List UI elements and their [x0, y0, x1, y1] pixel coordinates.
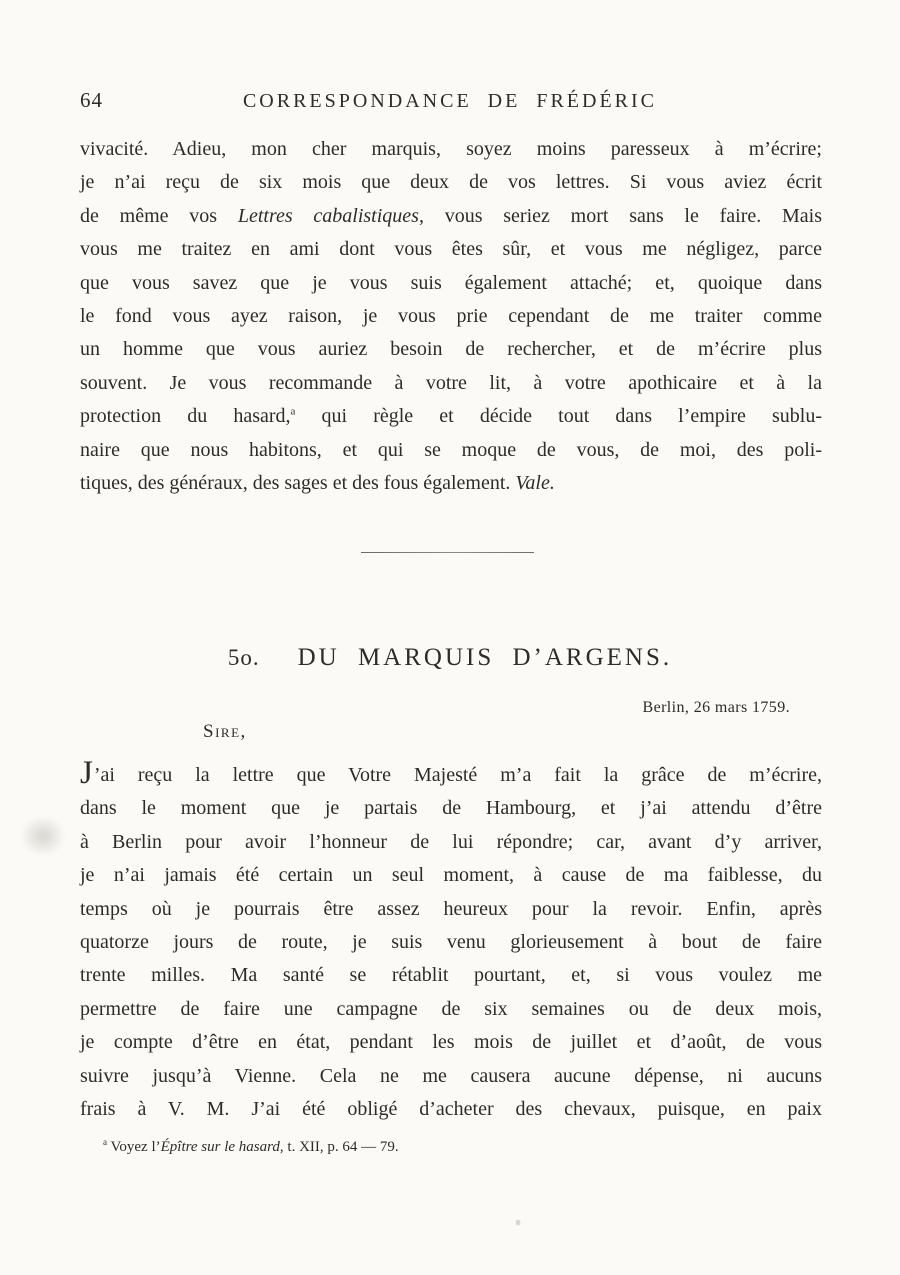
- italic-text-segment: Lettres cabalistiques: [237, 204, 419, 227]
- text-segment: , t. XII, p. 64 — 79.: [279, 1139, 399, 1155]
- italic-text-segment: Vale.: [515, 472, 555, 495]
- dateline: Berlin, 26 mars 1759.: [642, 699, 790, 716]
- text-line: [80, 200, 822, 233]
- text-segment: le fond vous ayez raison, je vous prie cependant de me traiter comme: [80, 305, 822, 328]
- text-line: [80, 300, 822, 333]
- text-segment: dans le moment que je partais de Hambourg, et j’ai attendu d’être: [80, 797, 822, 820]
- letter-body-paragraph: [80, 755, 822, 1126]
- page-number: 64: [80, 88, 103, 112]
- text-line: [80, 859, 822, 892]
- text-line: [80, 1060, 822, 1093]
- running-header: CORRESPONDANCE DE FRÉDÉRIC: [242, 90, 658, 112]
- text-segment: que vous savez que je vous suis également attaché; et, quoique dans: [80, 271, 822, 294]
- text-segment: souvent. Je vous recommande à votre lit, à votre apothicaire et à la: [80, 371, 822, 394]
- italic-text-segment: Épître sur le hasard: [160, 1139, 280, 1155]
- salutation: Sire,: [203, 721, 247, 742]
- text-line: [80, 959, 822, 992]
- text-line: [80, 792, 822, 825]
- text-segment: naire que nous habitons, et qui se moque de vous, de moi, des poli-: [80, 438, 822, 461]
- text-segment: un homme que vous auriez besoin de rechercher, et de m’écrire plus: [80, 338, 822, 361]
- text-line: [80, 166, 822, 199]
- text-segment: qui règle et décide tout dans l’empire sublu-: [295, 405, 822, 428]
- text-line: [80, 434, 822, 467]
- text-line: [80, 333, 822, 366]
- text-segment: quatorze jours de route, je suis venu glorieusement à bout de faire: [80, 931, 822, 954]
- text-segment: protection du hasard,: [80, 405, 291, 428]
- section-heading: [0, 641, 900, 678]
- text-line: [80, 233, 822, 266]
- text-line: [80, 893, 822, 926]
- text-segment: vous me traitez en ami dont vous êtes sûr, et vous me négligez, parce: [80, 238, 822, 261]
- text-segment: trente milles. Ma santé se rétablit pourtant, et, si vous voulez me: [80, 964, 822, 987]
- text-line: [80, 267, 822, 300]
- text-line: [80, 1026, 822, 1059]
- text-line: [80, 993, 822, 1026]
- text-line: [80, 133, 822, 166]
- text-segment: à Berlin pour avoir l’honneur de lui répondre; car, avant d’y arriver,: [80, 830, 822, 853]
- text-segment: tiques, des généraux, des sages et des fous également.: [80, 472, 516, 495]
- text-line: [80, 926, 822, 959]
- text-segment: je n’ai jamais été certain un seul moment, à cause de ma faiblesse, du: [80, 864, 822, 887]
- text-segment: je compte d’être en état, pendant les mois de juillet et d’août, de vous: [80, 1031, 822, 1054]
- text-line: [80, 467, 822, 500]
- letter-end-paragraph: [80, 133, 822, 500]
- scan-smudge-artifact: [12, 808, 74, 864]
- section-divider-rule: [361, 552, 534, 553]
- footnote-marker: a: [290, 405, 296, 418]
- text-segment: , vous seriez mort sans le faire. Mais: [418, 204, 822, 227]
- text-segment: de même vos: [80, 204, 238, 227]
- text-segment: vivacité. Adieu, mon cher marquis, soyez moins paresseux à m’écrire;: [80, 138, 822, 160]
- footnote: [103, 1136, 803, 1158]
- text-segment: Voyez l’: [107, 1139, 161, 1155]
- text-segment: frais à V. M. J’ai été obligé d’acheter des chevaux, puisque, en paix: [80, 1098, 822, 1121]
- text-segment: je n’ai reçu de six mois que deux de vos lettres. Si vous aviez écrit: [80, 171, 822, 194]
- footnote-marker: a: [103, 1137, 107, 1147]
- text-segment: ’ai reçu la lettre que Votre Majesté m’a fait la grâce de m’écrire,: [93, 764, 822, 786]
- text-segment: temps où je pourrais être assez heureux pour la revoir. Enfin, après: [80, 897, 822, 920]
- text-line: [80, 826, 822, 859]
- text-line: [80, 1093, 822, 1126]
- letter-title: DU MARQUIS D’ARGENS.: [297, 644, 673, 671]
- letter-number: 5o.: [227, 645, 260, 670]
- lead-initial: J: [80, 755, 94, 791]
- text-line: [103, 1136, 803, 1158]
- scan-speck-artifact: [516, 1220, 520, 1225]
- text-line: [80, 400, 822, 433]
- text-segment: suivre jusqu’à Vienne. Cela ne me causera aucune dépense, ni aucuns: [80, 1064, 822, 1087]
- text-segment: permettre de faire une campagne de six semaines ou de deux mois,: [80, 997, 822, 1020]
- text-line: [80, 755, 822, 792]
- text-line: [80, 367, 822, 400]
